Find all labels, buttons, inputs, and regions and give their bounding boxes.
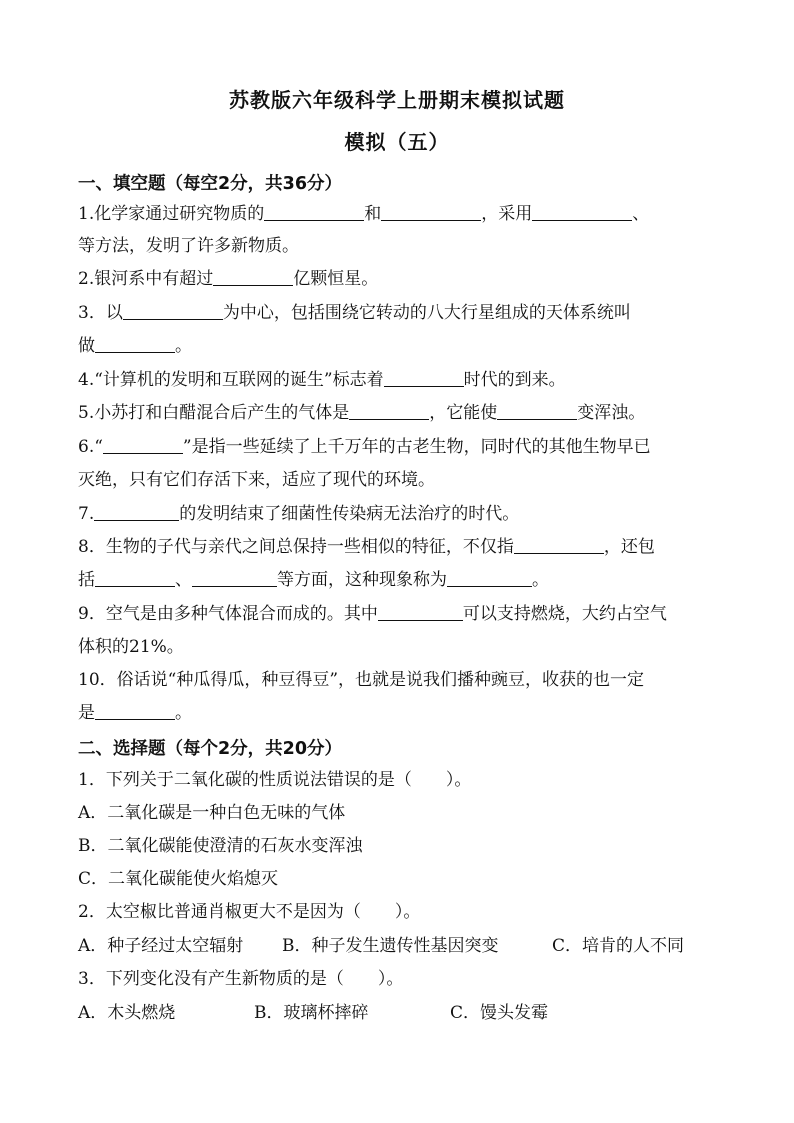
choice-option-a[interactable]: A．木头燃烧 — [78, 1003, 176, 1023]
question-1: 1.化学家通过研究物质的 和 ，采用 、 — [78, 204, 650, 224]
answer-blank[interactable] — [123, 301, 223, 320]
choice-option-c[interactable]: C．培肯的人不同 — [552, 936, 685, 956]
choice-question-1: 1．下列关于二氧化碳的性质说法错误的是（ ）。 — [78, 770, 472, 790]
choice-question-3: 3．下列变化没有产生新物质的是（ ）。 — [78, 969, 404, 989]
question-8: 8．生物的子代与亲代之间总保持一些相似的特征，不仅指 ，还包 — [78, 537, 655, 557]
choice-question-2-options — [78, 934, 718, 958]
answer-blank[interactable] — [192, 568, 277, 587]
answer-blank[interactable] — [384, 368, 464, 387]
answer-blank[interactable] — [94, 502, 179, 521]
answer-blank[interactable] — [514, 535, 604, 554]
choice-option-a[interactable]: A．种子经过太空辐射 — [78, 936, 244, 956]
question-6: 6.“ ”是指一些延续了上千万年的古老生物，同时代的其他生物早已 — [78, 437, 651, 457]
answer-blank[interactable] — [95, 568, 175, 587]
answer-blank[interactable] — [497, 401, 577, 420]
answer-blank[interactable] — [95, 334, 175, 353]
choice-option-c[interactable]: C．馒头发霉 — [450, 1003, 549, 1023]
answer-blank[interactable] — [103, 435, 183, 454]
answer-blank[interactable] — [532, 202, 632, 221]
question-10: 10．俗话说“种瓜得瓜，种豆得豆”，也就是说我们播种豌豆，收获的也一定 — [78, 670, 645, 690]
question-2: 2.银河系中有超过 亿颗恒星。 — [78, 269, 379, 289]
answer-blank[interactable] — [381, 202, 481, 221]
choice-option-b[interactable]: B．玻璃杯摔碎 — [254, 1003, 369, 1023]
answer-blank[interactable] — [264, 202, 364, 221]
question-10-cont: 是 。 — [78, 703, 192, 723]
section-choice-heading: 二、选择题（每个2分，共20分） — [78, 739, 343, 759]
page-subtitle: 模拟（五） — [344, 130, 450, 154]
question-4: 4.“计算机的发明和互联网的诞生”标志着 时代的到来。 — [78, 370, 566, 390]
section-fill-blank-heading: 一、填空题（每空2分，共36分） — [78, 174, 343, 194]
choice-question-3-options — [78, 1001, 718, 1025]
question-7: 7. 的发明结束了细菌性传染病无法治疗的时代。 — [78, 504, 520, 524]
choice-option-b[interactable]: B．种子发生遗传性基因突变 — [282, 936, 499, 956]
question-6-cont: 灭绝，只有它们存活下来，适应了现代的环境。 — [78, 470, 435, 490]
question-5: 5.小苏打和白醋混合后产生的气体是 ，它能使 变浑浊。 — [78, 403, 646, 423]
question-9: 9．空气是由多种气体混合而成的。其中 可以支持燃烧，大约占空气 — [78, 604, 667, 624]
choice-option-a[interactable]: A．二氧化碳是一种白色无味的气体 — [78, 803, 346, 823]
question-3: 3．以 为中心，包括围绕它转动的八大行星组成的天体系统叫 — [78, 303, 631, 323]
question-9-cont: 体积的21%。 — [78, 637, 184, 657]
answer-blank[interactable] — [95, 701, 175, 720]
choice-question-2: 2．太空椒比普通肖椒更大不是因为（ ）。 — [78, 902, 421, 922]
answer-blank[interactable] — [349, 401, 429, 420]
answer-blank[interactable] — [378, 602, 463, 621]
answer-blank[interactable] — [213, 267, 293, 286]
question-8-cont: 括 、 等方面，这种现象称为 。 — [78, 570, 549, 590]
answer-blank[interactable] — [447, 568, 532, 587]
choice-option-c[interactable]: C．二氧化碳能使火焰熄灭 — [78, 869, 279, 889]
page-title: 苏教版六年级科学上册期末模拟试题 — [229, 88, 565, 112]
question-3-cont: 做 。 — [78, 336, 192, 356]
choice-option-b[interactable]: B．二氧化碳能使澄清的石灰水变浑浊 — [78, 836, 363, 856]
question-1-cont: 等方法，发明了许多新物质。 — [78, 236, 299, 256]
